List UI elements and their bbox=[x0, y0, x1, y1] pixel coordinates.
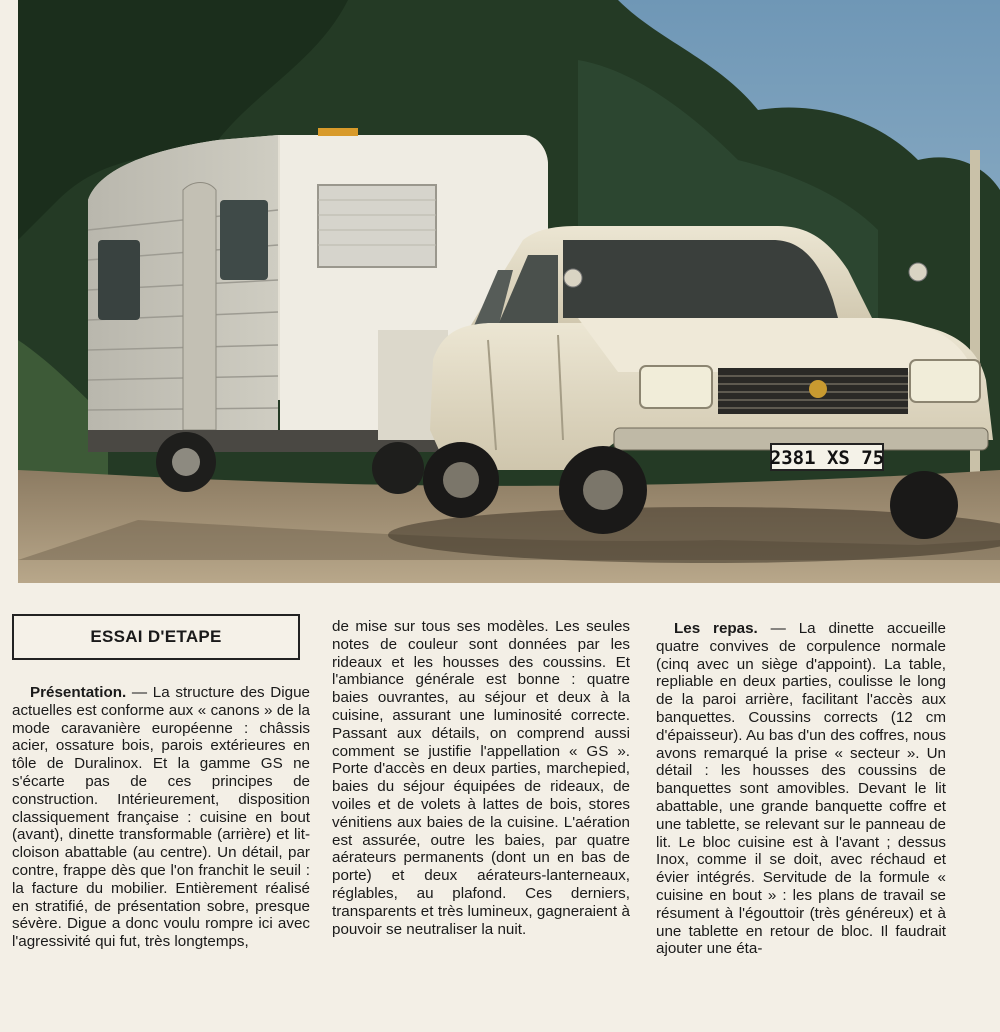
paragraph-continuation: de mise sur tous ses modèles. Les seules notes de couleur sont données par les rideaux et les housses des coussins. Et l'ambiance générale est bonne : quatre baies ouvrantes, au séjour et deux à la cuisine, assurant une luminosité correcte. Passant aux détails, on comprend aussi comment se justifie l'appellation « GS ». Porte d'accès en deux parties, marchepied, baies du séjour équipées de rideaux, de voiles et de volets à lattes de bois, stores vénitiens aux baies de la cuisine. L'aération est assurée, outre les baies, par quatre aérateurs permanents (dont un en bas de porte) et deux aérateurs-lanterneaux, réglables, au plafond. Ces derniers, transparents et très lumineux, gagneraient à pouvoir se neutraliser la nuit. bbox=[332, 618, 630, 938]
section-title-box bbox=[12, 614, 300, 660]
paragraph-body-presentation: — La structure des Digue actuelles est conforme aux « canons » de la mode caravanière européenne : châssis acier, ossature bois, parois extérieures en tôle de Duralinox. Et la gamme GS ne s'écarte pas de ces principes de construction. Intérieurement, disposition classiquement française : cuisine en bout (avant), dinette transformable (arrière) et lit-cloison abattable (au centre). Un détail, par contre, frappe dès que l'on franchit le seuil : la facture du mobilier. Entièrement réalisé en stratifié, de présentation sobre, presque sévère. Digue a donc voulu rompre ici avec l'agressivité qui fut, très longtemps, bbox=[12, 684, 310, 951]
paragraph-lead-repas: Les repas. bbox=[674, 620, 758, 637]
photo-illustration bbox=[18, 0, 1000, 583]
column-3 bbox=[656, 620, 946, 958]
paragraph-repas bbox=[656, 620, 946, 958]
paragraph-body-repas: — La dinette accueille quatre convives de corpulence normale (cinq avec un siège d'appoint). La table, repliable en deux parties, coulisse le long de la paroi arrière, facilitant l'accès aux banquettes. Coussins corrects (12 cm d'épaisseur). Au bas d'un des coffres, nous avons remarqué la prise « secteur ». Un détail : les housses des coussins de banquettes sont amovibles. Devant le lit abattable, une grande banquette coffre et une tablette, se relevant sur le panneau de lit. Le bloc cuisine est à l'avant ; dessus Inox, comme il se doit, avec réchaud et évier intégrés. Servitude de la formule « cuisine en bout » : les plans de travail se résument à l'égouttoir (très généreux) et à une tablette en retour de bloc. Il faudrait ajouter une éta- bbox=[656, 620, 946, 958]
photo-caravan-and-car bbox=[18, 0, 1000, 583]
paragraph-presentation bbox=[12, 684, 310, 951]
section-title: ESSAI D'ETAPE bbox=[90, 627, 222, 647]
licence-plate-text: 2381 XS 75 bbox=[769, 447, 885, 469]
column-1 bbox=[12, 614, 310, 951]
paragraph-lead-presentation: Présentation. bbox=[30, 684, 127, 701]
column-2 bbox=[332, 618, 630, 938]
